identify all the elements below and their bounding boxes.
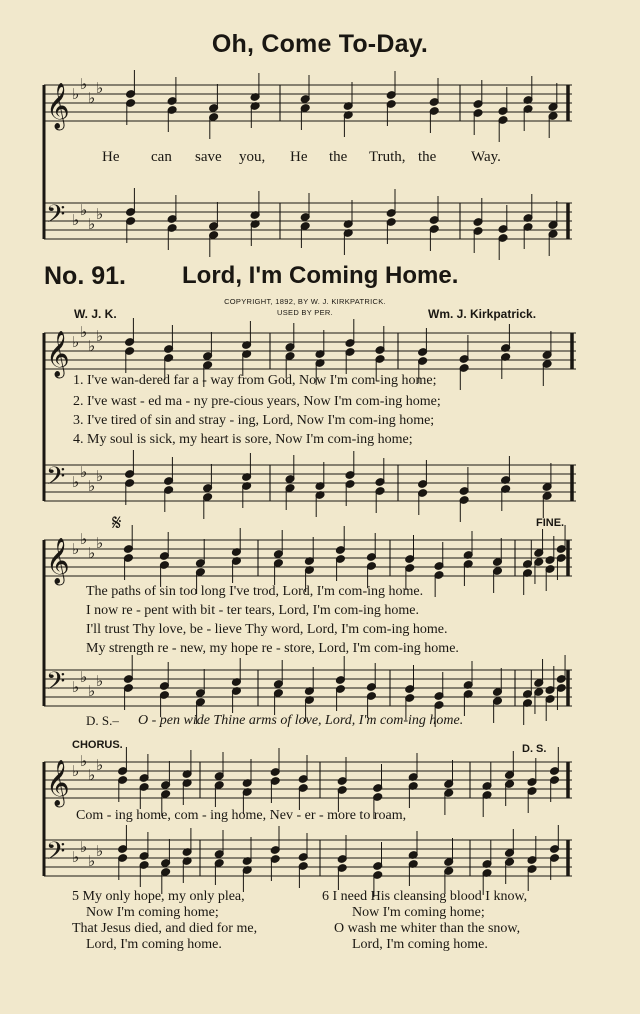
flat-icon: ♭ [72,85,80,103]
verse-6-line-4: Lord, I'm coming home. [352,937,488,952]
flat-icon: ♭ [88,852,96,870]
verse-5-line-4: Lord, I'm coming home. [86,937,222,952]
flat-icon: ♭ [72,678,80,696]
fine-label: FINE. [536,517,565,529]
flat-icon: ♭ [88,215,96,233]
chorus-lyric: Com - ing home, com - ing home, Nev - er - more to roam, [76,808,407,823]
flat-icon: ♭ [88,766,96,784]
music-by: Wm. J. Kirkpatrick. [428,307,537,321]
flat-icon: ♭ [88,477,96,495]
verse-6-line-3: O wash me whiter than the snow, [334,921,521,936]
flat-icon: ♭ [72,333,80,351]
previous-hymn-lyric-1: He [102,149,120,165]
hymn-title: Lord, I'm Coming Home. [182,262,459,289]
flat-icon: ♭ [80,463,88,481]
extra-verse-6 [322,889,527,953]
previous-hymn-title: Oh, Come To-Day. [211,30,429,58]
refrain-verse-1-line: The paths of sin too long I've trod, Lord, I'm com-ing home. [86,584,424,599]
verse-6-line-2: Now I'm coming home; [352,905,485,920]
flat-icon: ♭ [88,89,96,107]
flat-icon: ♭ [72,211,80,229]
verse-5-line-2: Now I'm coming home; [86,905,219,920]
flat-icon: ♭ [80,838,88,856]
flat-icon: ♭ [88,682,96,700]
ds-label: D. S. [522,743,547,755]
hymn-number: No. 91. [44,262,126,290]
verse-1-line: 1. I've wan-dered far a - way from God, Now I'm com-ing home; [73,373,437,388]
flat-icon: ♭ [72,762,80,780]
flat-icon: ♭ [88,544,96,562]
verse-4-line: 4. My soul is sick, my heart is sore, Now I'm com-ing home; [73,432,413,447]
previous-hymn-lyric-4: you, [239,149,266,165]
treble-clef-icon: 𝄞 [46,760,70,806]
extra-verse-5 [72,889,257,953]
previous-hymn-lyric-8: the [418,149,437,165]
flat-icon: ♭ [72,848,80,866]
flat-icon: ♭ [80,752,88,770]
flat-icon: ♭ [80,530,88,548]
bass-clef-icon: 𝄢 [46,462,66,497]
flat-icon: ♭ [72,540,80,558]
flat-icon: ♭ [80,201,88,219]
copyright-line-1: COPYRIGHT, 1892, BY W. J. KIRKPATRICK. [224,297,386,306]
flat-icon: ♭ [96,842,104,860]
refrain-verse-3-line: I'll trust Thy love, be - lieve Thy word, Lord, I'm com-ing home. [86,622,448,637]
previous-hymn-lyric-9: Way. [471,149,501,165]
refrain-verse-2-line: I now re - pent with bit - ter tears, Lord, I'm com-ing home. [86,603,419,618]
bass-clef-icon: 𝄢 [46,667,66,702]
previous-hymn-lyric-7: Truth, [369,149,406,165]
refrain-verse-4-line: My strength re - new, my hope re - store, Lord, I'm com-ing home. [86,641,459,656]
treble-clef-icon: 𝄞 [46,331,70,377]
treble-clef-icon: 𝄞 [46,83,70,129]
flat-icon: ♭ [96,467,104,485]
flat-icon: ♭ [80,323,88,341]
ds-prefix: D. S.– [86,713,119,728]
flat-icon: ♭ [96,79,104,97]
previous-hymn-lyric-6: the [329,149,348,165]
previous-hymn-lyric-3: save [195,149,222,165]
flat-icon: ♭ [80,75,88,93]
flat-icon: ♭ [96,205,104,223]
words-by: W. J. K. [74,307,117,321]
flat-icon: ♭ [96,672,104,690]
flat-icon: ♭ [96,756,104,774]
flat-icon: ♭ [80,668,88,686]
flat-icon: ♭ [88,337,96,355]
verse-5-line-1: 5 My only hope, my only plea, [72,889,245,904]
copyright-line-2: USED BY PER. [277,308,333,317]
verse-5-line-3: That Jesus died, and died for me, [72,921,258,936]
ds-lyric-line: O - pen wide Thine arms of love, Lord, I'm com-ing home. [138,713,464,728]
flat-icon: ♭ [96,534,104,552]
previous-hymn-lyric-2: can [151,149,172,165]
previous-hymn-lyric-5: He [290,149,308,165]
copyright-notice [200,296,410,318]
verse-2-line: 2. I've wast - ed ma - ny pre-cious years, Now I'm com-ing home; [73,394,441,409]
flat-icon: ♭ [96,327,104,345]
verse-6-line-1: 6 I need His cleansing blood I know, [322,889,528,904]
flat-icon: ♭ [72,473,80,491]
bass-clef-icon: 𝄢 [46,200,66,235]
verse-3-line: 3. I've tired of sin and stray - ing, Lord, Now I'm com-ing home; [73,413,435,428]
treble-clef-icon: 𝄞 [46,538,70,584]
segno-icon: 𝄋 [112,510,122,535]
bass-clef-icon: 𝄢 [46,837,66,872]
chorus-label: CHORUS. [72,739,123,751]
